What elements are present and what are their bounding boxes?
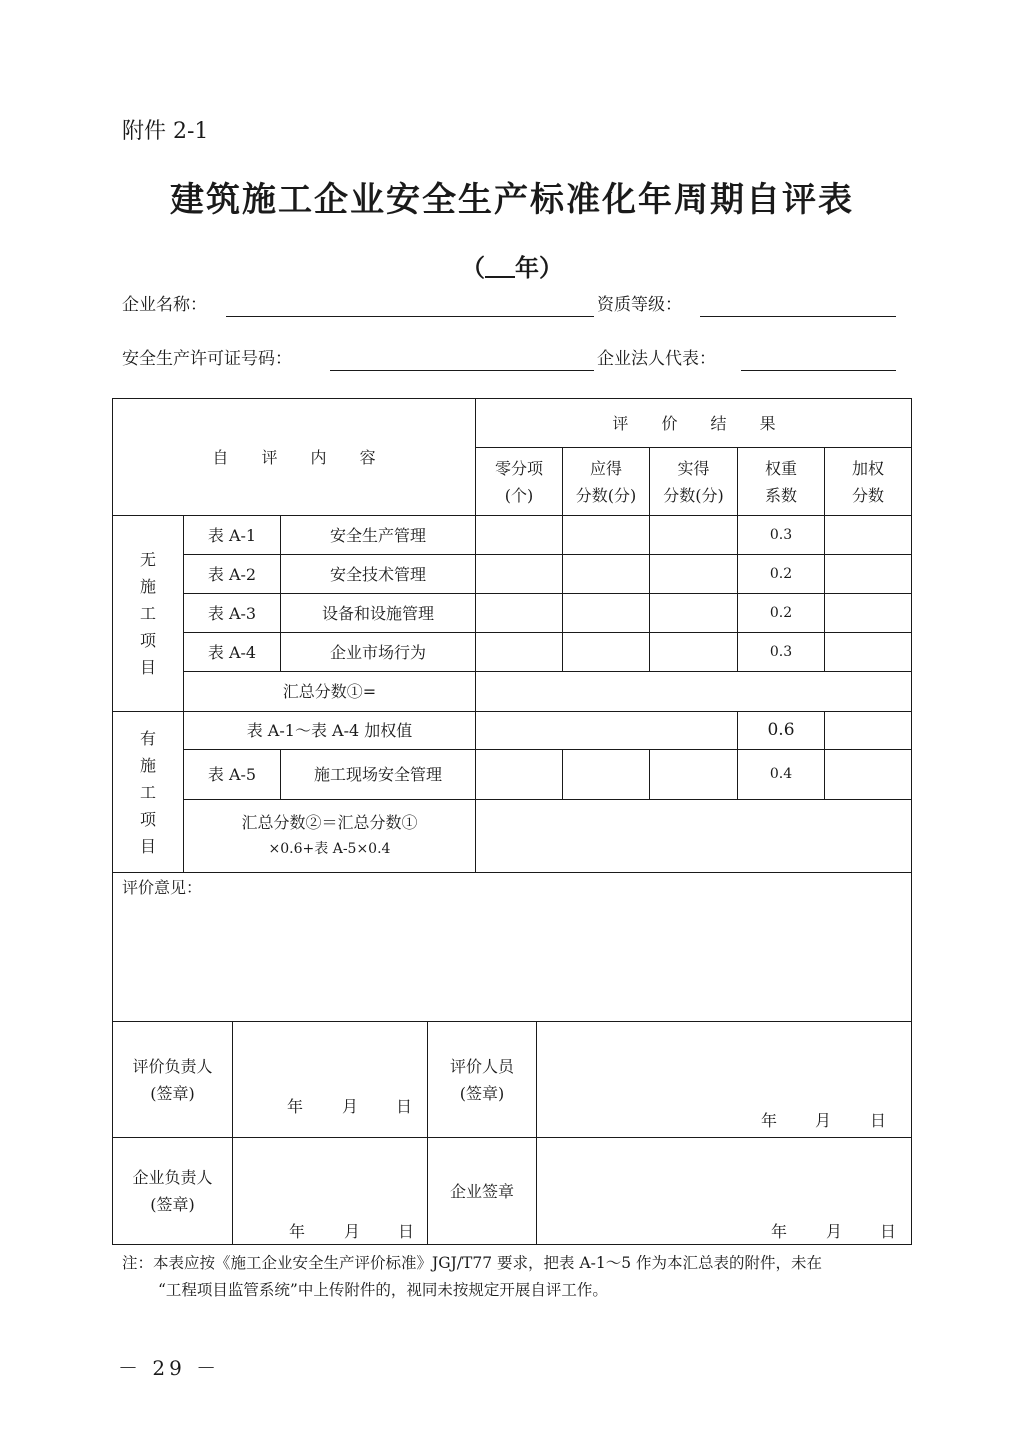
weighted-value-label: 表 A-1～表 A-4 加权值	[246, 721, 413, 740]
footnote-line2: “工程项目监管系统”中上传附件的，视同未按规定开展自评工作。	[158, 1281, 608, 1299]
legal-rep-label: 企业法人代表：	[597, 349, 716, 369]
attachment-label: 附件 2-1	[122, 119, 209, 144]
no-construction-char-3: 工	[139, 604, 156, 623]
with-construction-char-4: 项	[139, 809, 156, 829]
weighted-header-l2: 分数	[851, 485, 884, 505]
company-leader-label	[113, 1138, 232, 1244]
row-a3-code: 表 A-3	[207, 603, 257, 623]
no-construction-char-4: 项	[139, 631, 156, 650]
footnote-line1: 注：本表应按《施工企业安全生产评价标准》JGJ/T77 要求，把表 A-1～5 作为本汇总表的附件，未在	[122, 1254, 823, 1272]
company-seal-date-year: 年	[771, 1222, 788, 1241]
row-a1-weight: 0.3	[769, 526, 793, 543]
row-a3-weight: 0.2	[769, 604, 793, 621]
footnote	[122, 1250, 942, 1304]
row-a2-code: 表 A-2	[207, 564, 257, 584]
eval-leader-label	[113, 1022, 232, 1137]
with-construction-char-5: 目	[139, 836, 156, 856]
evaluation-opinion-label: 评价意见：	[122, 878, 203, 897]
actual-score-header-l2: 分数(分)	[663, 485, 724, 505]
company-leader-l2: (签章)	[150, 1195, 195, 1214]
weight-header-l2: 系数	[764, 485, 797, 505]
no-construction-char-1: 无	[139, 550, 156, 569]
row-a4-code: 表 A-4	[207, 642, 257, 662]
row-a4-weight: 0.3	[769, 643, 793, 660]
weight-header-l1: 权重	[764, 458, 797, 478]
eval-leader-date-month: 月	[342, 1097, 359, 1116]
eval-staff-date-year: 年	[761, 1111, 778, 1130]
eval-result-header: 评 价 结 果	[612, 413, 790, 433]
due-score-header	[563, 448, 649, 515]
with-construction-char-1: 有	[139, 728, 156, 748]
row-a5-code: 表 A-5	[207, 765, 257, 784]
no-construction-char-5: 目	[139, 658, 156, 677]
eval-staff-date-month: 月	[815, 1111, 832, 1130]
row-a5-name: 施工现场安全管理	[313, 765, 442, 784]
weighted-header	[825, 448, 911, 515]
row-a3-name: 设备和设施管理	[321, 603, 434, 623]
due-score-header-l1: 应得	[589, 458, 622, 478]
summary-score-2-label	[184, 800, 475, 872]
year-open: （	[461, 253, 485, 282]
row-a4-name: 企业市场行为	[329, 642, 426, 662]
row-a2-weight: 0.2	[769, 565, 793, 582]
form-title: 建筑施工企业安全生产标准化年周期自评表	[170, 180, 854, 220]
eval-staff-date-day: 日	[870, 1111, 887, 1130]
company-seal-date-month: 月	[826, 1222, 843, 1241]
self-eval-content-header: 自 评 内 容	[212, 447, 390, 467]
no-construction-label	[113, 516, 183, 711]
page-number: － 29 －	[118, 1356, 221, 1380]
company-leader-date-day: 日	[398, 1222, 415, 1241]
company-leader-date-year: 年	[289, 1222, 306, 1241]
company-seal-label: 企业签章	[449, 1181, 514, 1201]
qualification-label: 资质等级：	[597, 295, 682, 315]
zero-items-header	[476, 448, 562, 515]
row-a1-name: 安全生产管理	[329, 525, 426, 545]
company-leader-date-month: 月	[344, 1222, 361, 1241]
row-a1-code: 表 A-1	[207, 525, 257, 545]
due-score-header-l2: 分数(分)	[575, 485, 637, 505]
eval-leader-date-day: 日	[396, 1097, 413, 1116]
eval-leader-l2: (签章)	[150, 1083, 195, 1103]
company-name-label: 企业名称：	[122, 295, 207, 315]
summary-score-1-label: 汇总分数①=	[282, 682, 377, 701]
zero-items-header-l1: 零分项	[494, 458, 543, 478]
eval-leader-l1: 评价负责人	[132, 1056, 213, 1076]
with-construction-label	[113, 712, 183, 872]
summary-score-2-line1: 汇总分数②＝汇总分数①	[241, 813, 418, 832]
company-seal-date-day: 日	[880, 1222, 897, 1241]
zero-items-header-l2: (个)	[504, 485, 534, 505]
actual-score-header-l1: 实得	[677, 458, 710, 478]
row-a5-weight: 0.4	[769, 766, 793, 782]
company-leader-l1: 企业负责人	[132, 1168, 213, 1187]
eval-staff-l1: 评价人员	[449, 1056, 514, 1076]
actual-score-header	[650, 448, 737, 515]
with-construction-char-3: 工	[139, 782, 156, 802]
weighted-header-l1: 加权	[851, 458, 884, 478]
weight-header	[738, 448, 824, 515]
no-construction-char-2: 施	[139, 577, 156, 596]
weighted-value-weight: 0.6	[767, 720, 795, 740]
year-suffix: 年）	[515, 253, 563, 282]
eval-staff-l2: (签章)	[459, 1083, 505, 1103]
summary-score-2-line2: ×0.6+表 A-5×0.4	[268, 841, 391, 857]
eval-staff-label	[428, 1022, 536, 1137]
license-no-label: 安全生产许可证号码：	[122, 349, 292, 369]
row-a2-name: 安全技术管理	[329, 564, 426, 584]
with-construction-char-2: 施	[139, 755, 156, 775]
eval-leader-date-year: 年	[287, 1097, 304, 1116]
